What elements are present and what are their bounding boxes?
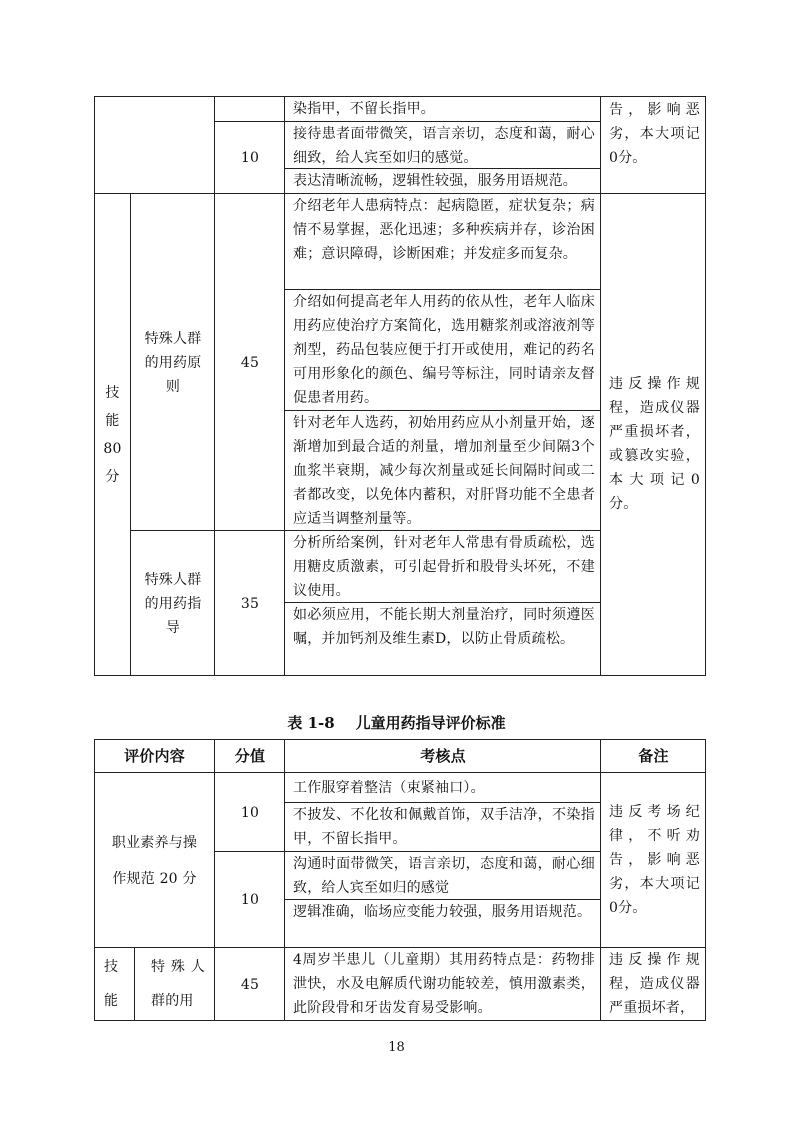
category-label: 特殊人群的用药原则 <box>144 330 202 395</box>
score-value: 10 <box>240 150 260 166</box>
skill-label-wrap <box>94 194 131 676</box>
criterion-text: 逻辑准确，临场应变能力较强，服务用语规范。 <box>293 904 592 920</box>
category-label: 特殊人群的用 <box>151 959 205 1009</box>
table-title: 表 1-8 儿童用药指导评价标准 <box>287 714 506 732</box>
criterion-text: 介绍如何提高老年人用药的依从性，老年人临床用药应使治疗方案简化，选用糖浆剂或溶液剂等剂型，药品包装应便于打开或使用，难记的药名可用形象化的颜色、编号等标注，同时请亲友督促患者用药。 <box>293 294 595 406</box>
remark-text: 违反操作规程，造成仪器严重损坏者， <box>609 952 700 1016</box>
score-value: 10 <box>240 892 260 908</box>
score-value: 35 <box>240 595 260 612</box>
score-value: 45 <box>240 354 260 371</box>
content-label: 职业素养与操作规范 20 分 <box>111 834 198 887</box>
score-cell-empty <box>215 96 285 122</box>
remark-text: 违反考场纪律，不听劝告，影响恶劣，本大项记0分。 <box>609 804 700 916</box>
skill-label: 技能80分 <box>103 385 122 485</box>
criterion-text: 接待患者面带微笑，语言亲切，态度和蔼，耐心细致，给人宾至如归的感觉。 <box>293 126 595 166</box>
header-content: 评价内容 <box>124 747 185 765</box>
score-value: 45 <box>240 976 260 993</box>
criterion-text: 分析所给案例，针对老年人常患有骨质疏松，选用糖皮质激素，可引起骨折和股骨头坏死，不建议使用。 <box>293 535 595 599</box>
criterion-text: 染指甲，不留长指甲。 <box>293 101 435 117</box>
skill-label: 技能 <box>104 959 119 1009</box>
criterion-text: 不披发、不化妆和佩戴首饰，双手洁净，不染指甲，不留长指甲。 <box>293 807 595 847</box>
criterion-text: 介绍老年人患病特点：起病隐匿，症状复杂；病情不易掌握，恶化迅速；多种疾病并存，诊治困难；意识障碍，诊断困难；并发症多而复杂。 <box>293 198 595 262</box>
score-value: 10 <box>240 804 260 821</box>
header-criteria: 考核点 <box>420 747 466 765</box>
criterion-text: 如必须应用，不能长期大剂量治疗，同时须遵医嘱，并加钙剂及维生素D，以防止骨质疏松。 <box>293 607 595 647</box>
criterion-text: 针对老年人选药，初始用药应从小剂量开始，逐渐增加到最合适的剂量，增加剂量至少间隔3个血浆半衰期，减少每次剂量或延长间隔时间或二者都改变，以免体内蓄积，对肝肾功能不全患者应适当调整剂量等。 <box>293 415 595 527</box>
content-cell-empty <box>94 96 215 194</box>
header-score: 分值 <box>234 747 266 765</box>
criterion-text: 4周岁半患儿（儿童期）其用药特点是：药物排泄快，水及电解质代谢功能较差，慎用激素类，此阶段骨和牙齿发育易受影响。 <box>293 952 595 1016</box>
category-label: 特殊人群的用药指导 <box>144 571 202 636</box>
header-remark: 备注 <box>638 747 669 765</box>
page-number: 18 <box>388 1040 405 1055</box>
criterion-text: 工作服穿着整洁（束紧袖口）。 <box>293 780 485 796</box>
criterion-text: 沟通时面带微笑，语言亲切，态度和蔼，耐心细致，给人宾至如归的感觉 <box>293 856 595 896</box>
remark-text: 违反操作规程，造成仪器严重损坏者，或篡改实验，本大项记0分。 <box>609 376 700 512</box>
remark-text: 告，影响恶劣，本大项记0分。 <box>609 102 700 166</box>
criterion-text: 表达清晰流畅，逻辑性较强，服务用语规范。 <box>293 173 577 189</box>
